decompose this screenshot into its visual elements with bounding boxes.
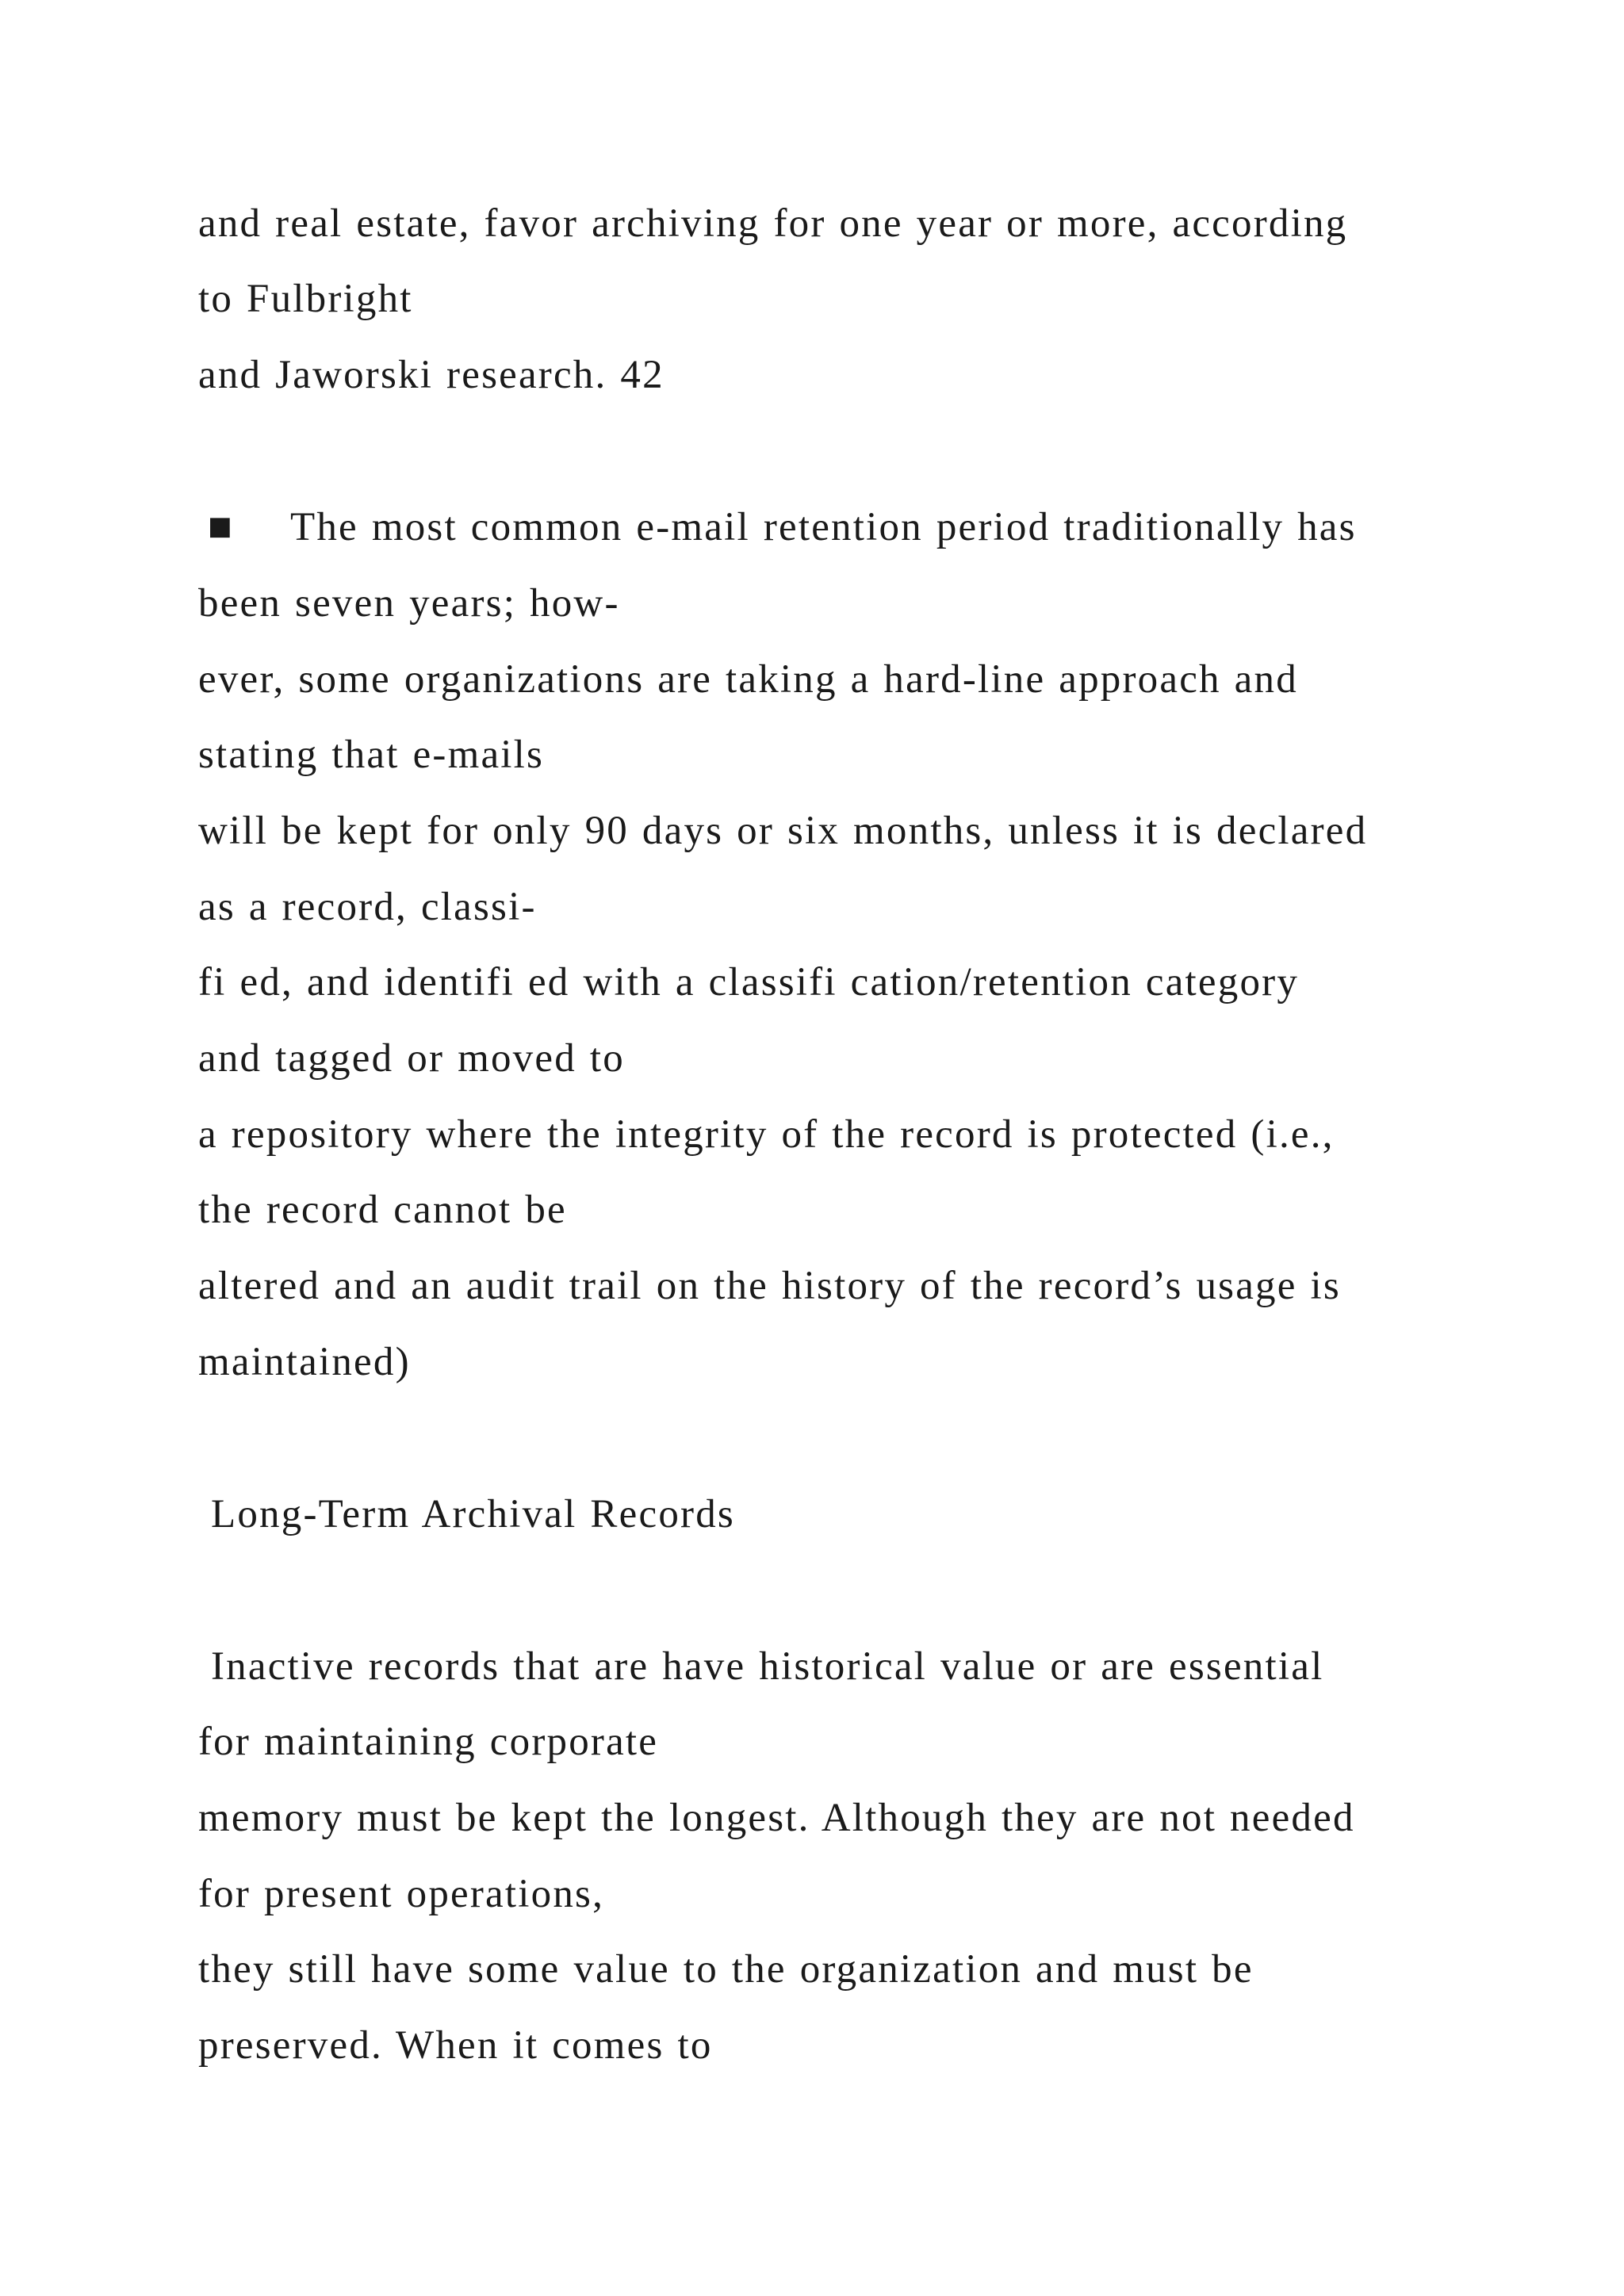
- paragraph-line: they still have some value to the organization and must be: [198, 1947, 1254, 1992]
- paragraph-line: and real estate, favor archiving for one year or more, according: [198, 201, 1348, 246]
- bullet-line: will be kept for only 90 days or six months, unless it is declared: [198, 809, 1368, 853]
- bullet-first-line: The most common e-mail retention period traditionally has: [290, 505, 1357, 549]
- bullet-line: altered and an audit trail on the history of the record’s usage is: [198, 1264, 1341, 1308]
- paragraph-line: and Jaworski research. 42: [198, 353, 665, 397]
- bullet-line: ever, some organizations are taking a hard-line approach and: [198, 657, 1298, 702]
- bullet-line: fi ed, and identifi ed with a classifi cation/retention category: [198, 960, 1300, 1004]
- square-bullet-icon: ■: [208, 505, 235, 549]
- paragraph-line: preserved. When it comes to: [198, 2023, 713, 2068]
- bullet-line: maintained): [198, 1340, 411, 1384]
- bullet-line: stating that e-mails: [198, 733, 545, 777]
- paragraph-line: Inactive records that are have historical value or are essential: [211, 1644, 1324, 1689]
- paragraph-line: to Fulbright: [198, 277, 413, 321]
- bullet-line: and tagged or moved to: [198, 1036, 625, 1081]
- paragraph-line: for present operations,: [198, 1872, 605, 1916]
- bullet-item: [208, 503, 1357, 551]
- bullet-line: as a record, classi-: [198, 885, 537, 929]
- bullet-line: a repository where the integrity of the record is protected (i.e.,: [198, 1112, 1335, 1157]
- paragraph-line: for maintaining corporate: [198, 1720, 659, 1764]
- section-heading: Long-Term Archival Records: [211, 1492, 735, 1536]
- bullet-line: the record cannot be: [198, 1188, 567, 1232]
- paragraph-line: memory must be kept the longest. Although they are not needed: [198, 1796, 1355, 1840]
- bullet-line: been seven years; how-: [198, 581, 620, 626]
